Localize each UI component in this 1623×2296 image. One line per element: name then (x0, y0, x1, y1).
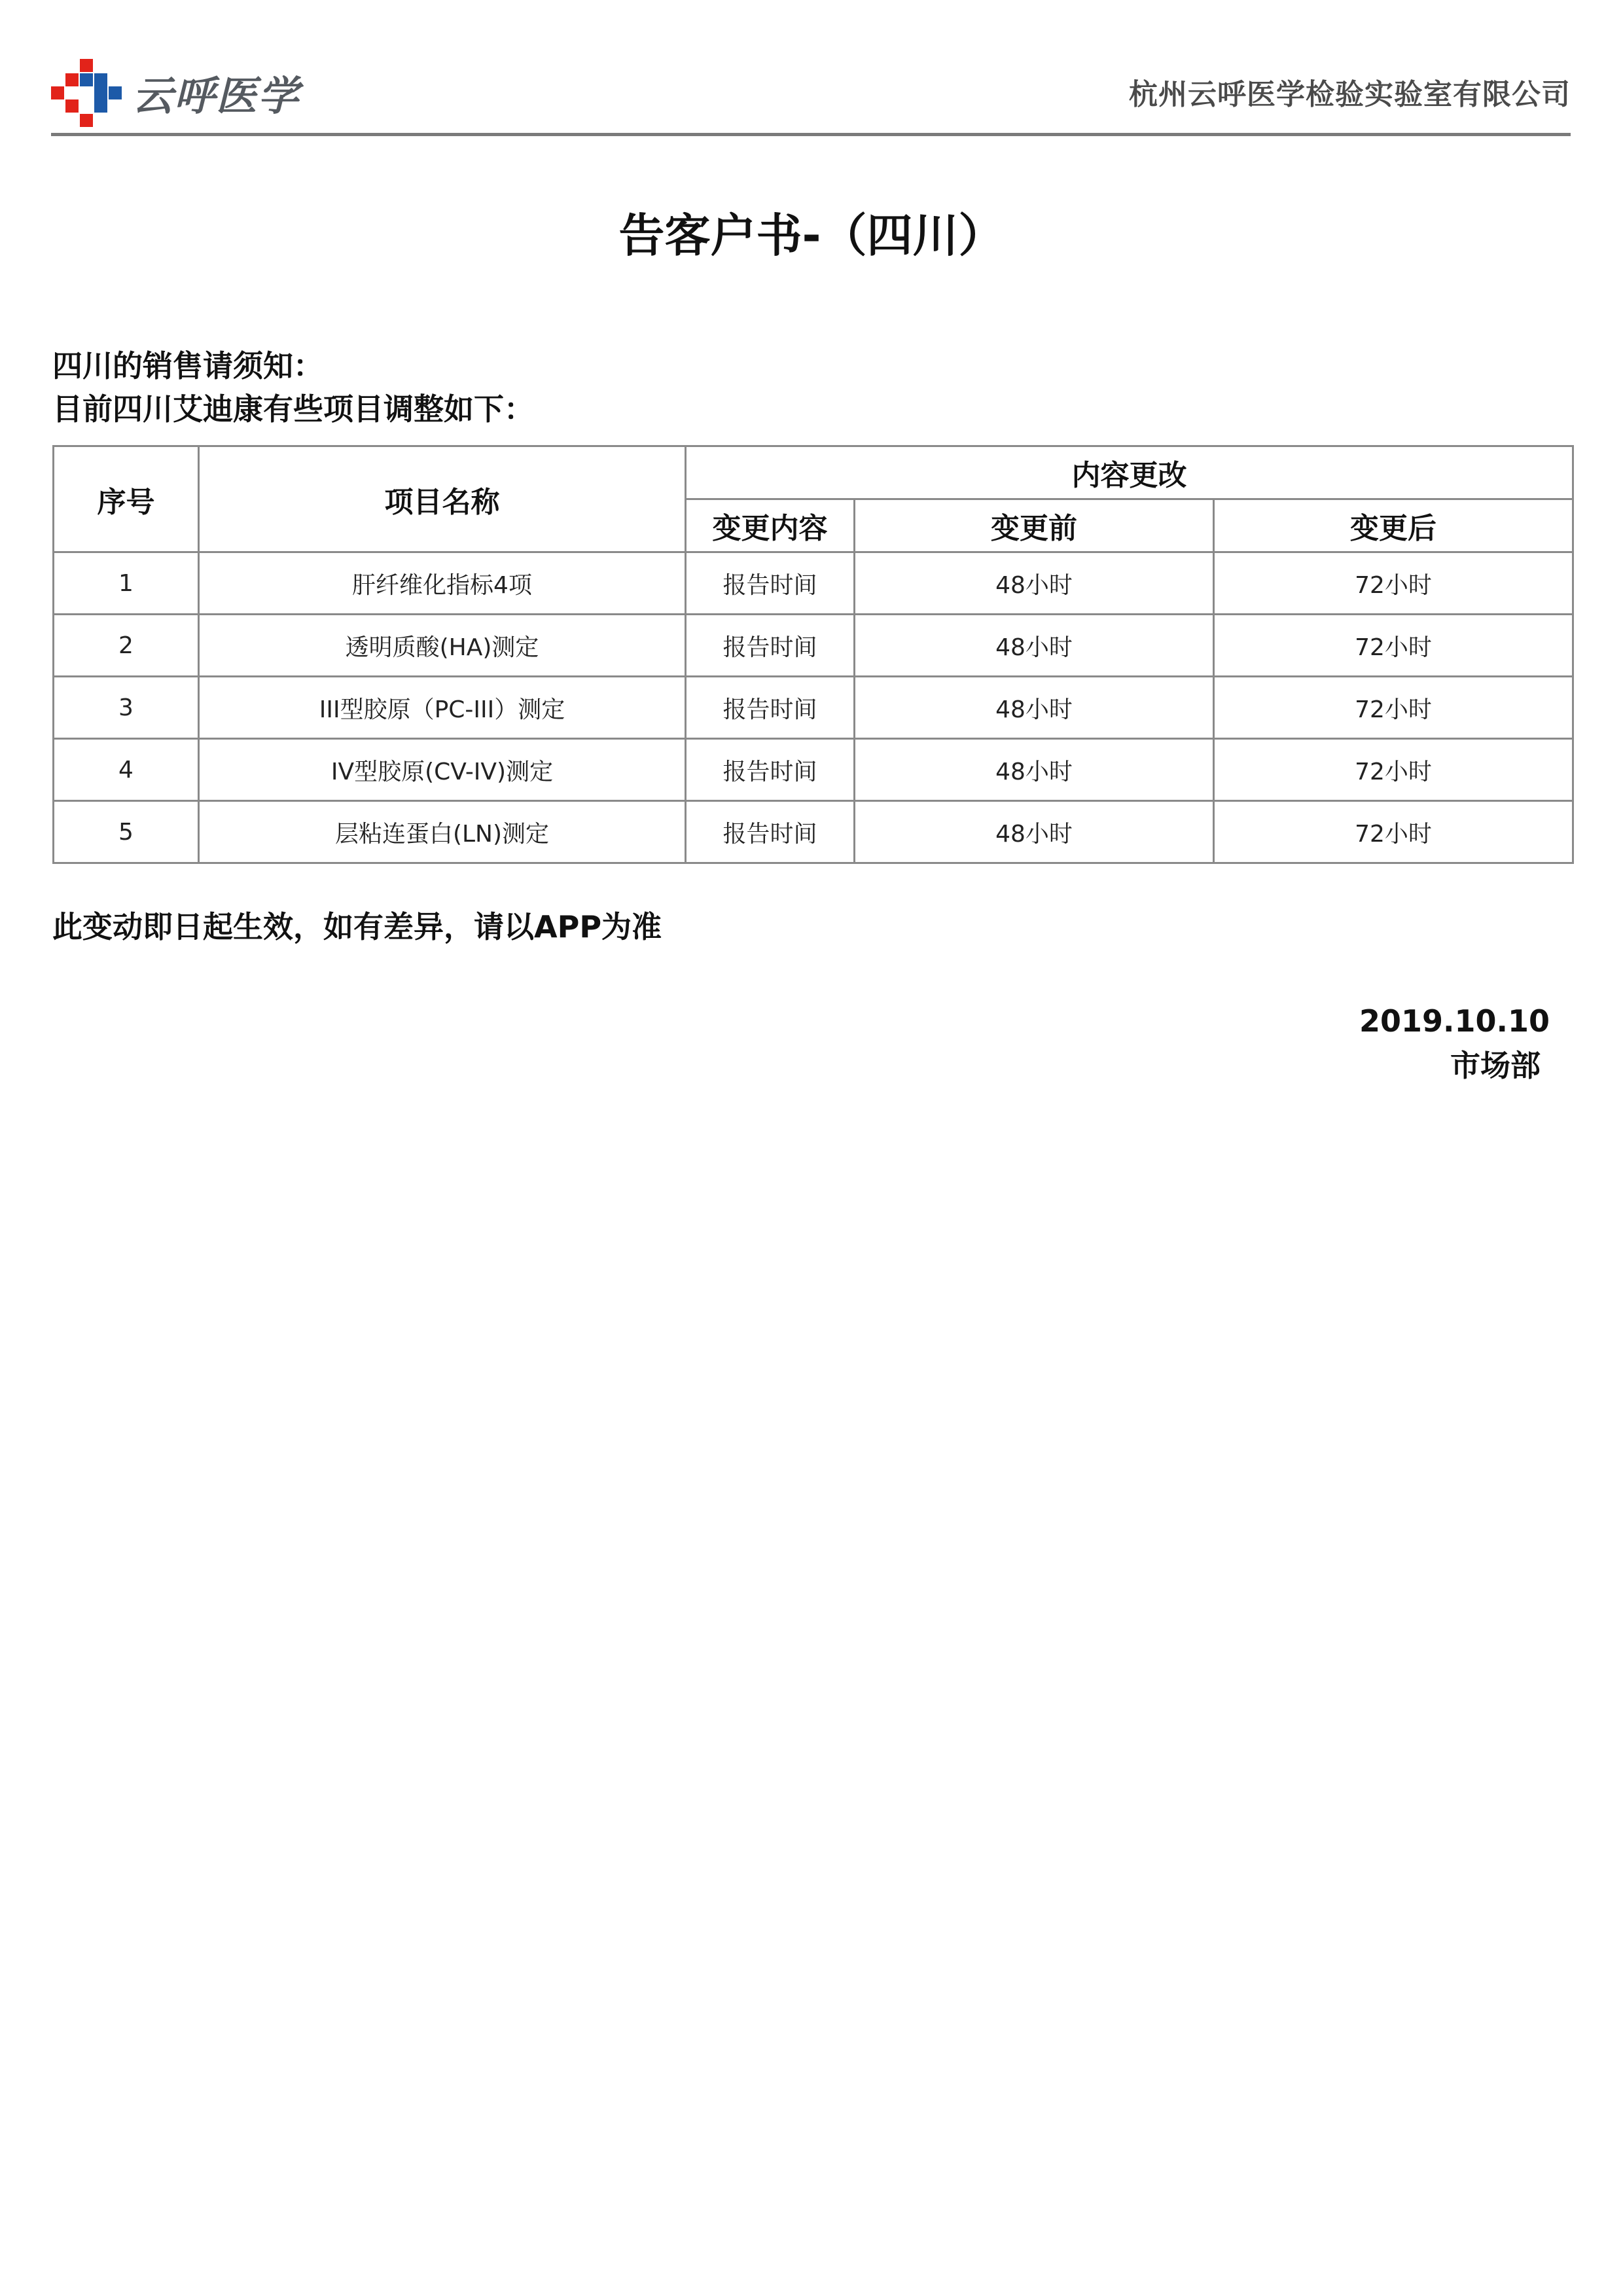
table-row (54, 801, 1573, 863)
issuing-department: 市场部 (1450, 1048, 1541, 1083)
cell-change-content: 报告时间 (686, 739, 855, 801)
issue-date: 2019.10.10 (1359, 1003, 1550, 1039)
intro-line-2: 目前四川艾迪康有些项目调整如下： (52, 391, 534, 427)
cell-before: 48小时 (855, 552, 1214, 615)
signature-block (1359, 999, 1550, 1088)
table-row (54, 552, 1573, 615)
changes-table (52, 445, 1574, 864)
cell-after: 72小时 (1214, 677, 1573, 739)
cross-logo-icon (51, 56, 123, 128)
cell-item-name: III型胶原（PC-III）测定 (199, 677, 686, 739)
cell-index: 3 (54, 677, 199, 739)
column-header-before: 变更前 (855, 499, 1214, 552)
cell-before: 48小时 (855, 677, 1214, 739)
cell-after: 72小时 (1214, 615, 1573, 677)
cell-change-content: 报告时间 (686, 801, 855, 863)
intro-text (52, 344, 534, 431)
page-header (51, 56, 1571, 137)
cell-after: 72小时 (1214, 801, 1573, 863)
cell-change-content: 报告时间 (686, 615, 855, 677)
table-row (54, 615, 1573, 677)
cell-index: 2 (54, 615, 199, 677)
cell-before: 48小时 (855, 739, 1214, 801)
header-divider (51, 133, 1571, 136)
cell-item-name: 肝纤维化指标4项 (199, 552, 686, 615)
company-name: 杭州云呼医学检验实验室有限公司 (1129, 78, 1571, 111)
cell-index: 4 (54, 739, 199, 801)
cell-item-name: 层粘连蛋白(LN)测定 (199, 801, 686, 863)
column-header-change-content: 变更内容 (686, 499, 855, 552)
column-header-after: 变更后 (1214, 499, 1573, 552)
table-row (54, 739, 1573, 801)
intro-line-1: 四川的销售请须知： (52, 348, 323, 384)
page-title: 告客户书-（四川） (618, 209, 1005, 262)
column-header-group: 内容更改 (686, 446, 1573, 499)
cell-item-name: 透明质酸(HA)测定 (199, 615, 686, 677)
table-header-row (54, 446, 1573, 499)
cell-change-content: 报告时间 (686, 552, 855, 615)
cell-before: 48小时 (855, 801, 1214, 863)
effective-notice: 此变动即日起生效，如有差异，请以APP为准 (52, 909, 662, 944)
brand-logo (51, 56, 300, 128)
table-row (54, 677, 1573, 739)
cell-change-content: 报告时间 (686, 677, 855, 739)
cell-index: 5 (54, 801, 199, 863)
brand-name: 云呼医学 (132, 71, 300, 120)
cell-item-name: IV型胶原(CV-IV)测定 (199, 739, 686, 801)
column-header-item-name: 项目名称 (199, 446, 686, 552)
cell-index: 1 (54, 552, 199, 615)
cell-after: 72小时 (1214, 739, 1573, 801)
column-header-index: 序号 (54, 446, 199, 552)
cell-before: 48小时 (855, 615, 1214, 677)
cell-after: 72小时 (1214, 552, 1573, 615)
